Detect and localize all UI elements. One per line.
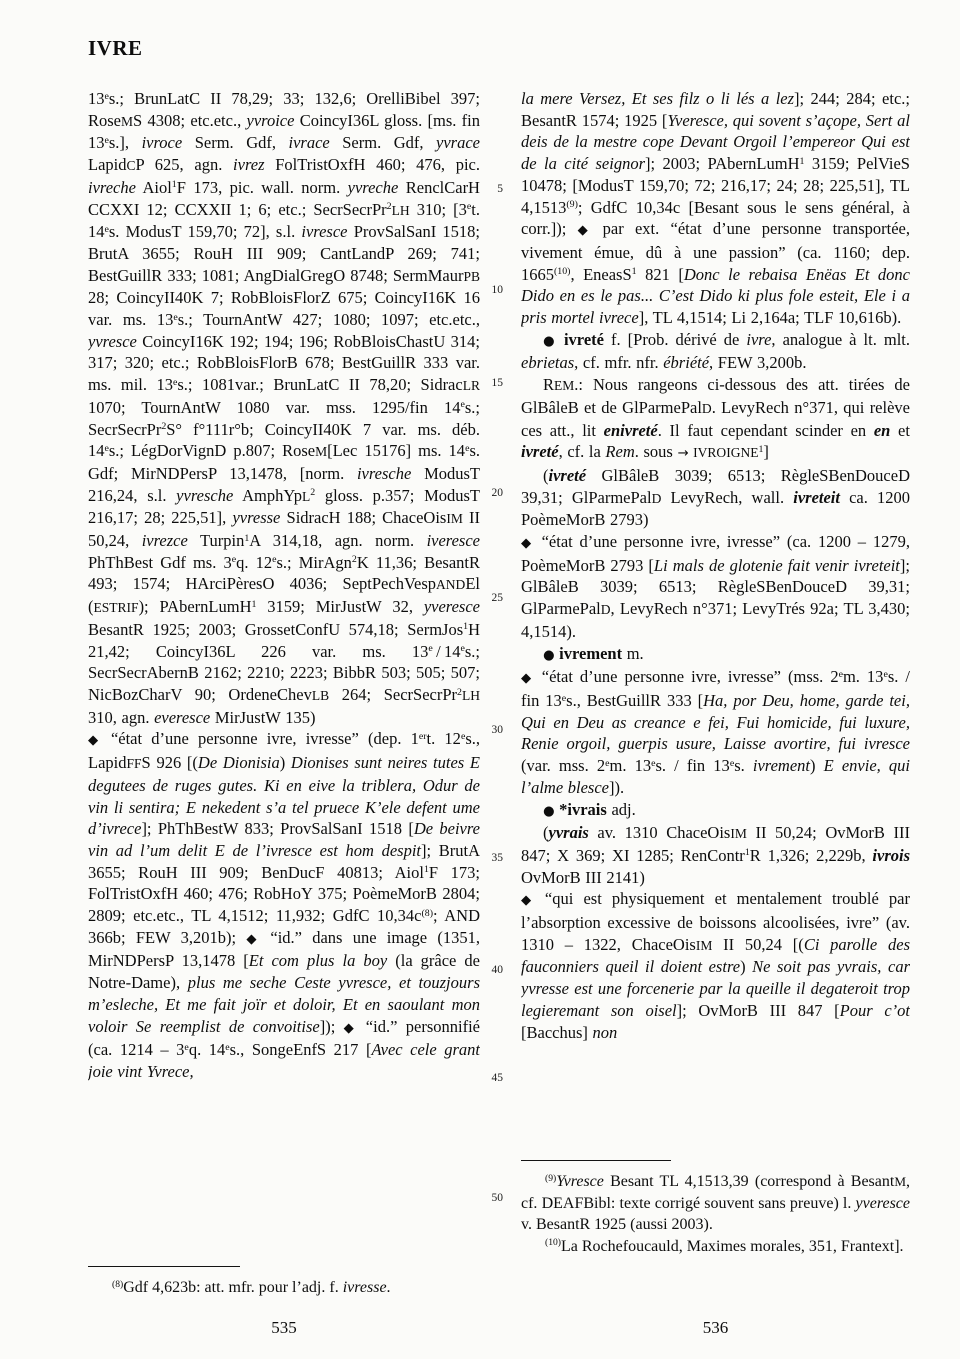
gutter-line-number: 25 — [491, 592, 503, 604]
forms-paragraph-ivrete: (ivreté GlBâleB 3039; 6513; RègleSBenDouceD 39,31; GlParmePalD LevyRech, wall. ivreteit ca. 1200 PoèmeMorB 2793) — [521, 465, 910, 530]
footnote-rule-right — [521, 1160, 671, 1161]
left-column — [88, 88, 480, 1246]
headword-ivrais: ● *ivrais adj. — [543, 799, 636, 819]
gutter-line-number: 40 — [491, 964, 503, 976]
forms-paragraph-ivrais: (yvrais av. 1310 ChaceOisIM II 50,24; OvMorB III 847; X 369; XI 1285; RenContr$^1$R 1,326; 2,229b, ivrois OvMorB III 2141) — [521, 823, 910, 887]
footnote-10: $^{(10)}$La Rochefoucauld, Maximes morales, 351, Frantext]. — [545, 1237, 904, 1255]
column-continuation-paragraph: la mere Versez, Et ses filz o li lés a lez]; 244; 284; etc.; BesantR 1574; 1925 [Yveresce, qui sovent s’açope, Sert al deis de la mestre cope Devant Orgoil l’empereor Qui est de la cité seignor]; 2003; PAbernLumH$^1$ 3159; PelVieS 10478; [ModusT 159,70; 72; 216,17; 24; 28; 225,51], TL 4,1513$^{(9)}$; GdfC 10,34c [Besant sous le sens général, à corr.]); ◆ par ext. “état d’une personne transportée, vivement émue, dû à une passion” (ca. 1160; dep. 1665$^{(10)}$, EneasS$^1$ 821 [Donc le rebaisa Enëas Et donc Dido en es le pas... C’est Dido ki plus fole esteit, Ele i a pris mortel ivrece], TL 4,1514; Li 2,164a; TLF 10,616b). — [521, 89, 910, 328]
footnotes-right — [521, 1171, 910, 1321]
right-column — [521, 88, 910, 1146]
gutter-line-number: 45 — [491, 1072, 503, 1084]
running-head: IVRE — [88, 36, 143, 60]
gutter-line-number: 5 — [497, 183, 503, 195]
gutter-line-number: 50 — [491, 1192, 503, 1204]
footnote-rule-left — [88, 1266, 240, 1267]
sense-paragraph-ivresse: ◆ “état d’une personne ivre, ivresse” (dep. 1ert. 12es., LapidFFS 926 [(De Dionisia) Dionises sunt neires tutes E degutees de ruges gutes. Ki en eive la triblera, Odur de vin li sentira; E nekedent s’a tel pruece K’ele defent ume d’ivrece]; PhThBestW 833; ProvSalSanI 1518 [De beivre vin ad l’um delit E de l’ivresce est hom despit]; BrutA 3655; RouH III 909; BenDucF 40813; Aiol$^1$F 173; FolTristOxfH 460; 476; RobHoY 375; PoèmeMorB 2804; 2809; etc.etc., TL 4,1512; 11,932; GdfC $10,34c^{(8)}$; AND 366b; FEW 3,201b); ◆ “id.” dans une image (1351, MirNDPersP 13,1478 [Et com plus la boy (la grâce de Notre-Dame), plus me seche Ceste yvresce, et touzjours m’esleche, Et me fait joïr et doloir, Et en saoulant mon voloir Se reemplist de convoitise]); ◆ “id.” personnifié (ca. 1214 – 3eq. 14es., SongeEnfS 217 [Avec cele grant joie vint Yvrece, — [88, 729, 480, 1081]
sense-paragraph-ivrete: ◆ “état d’une personne ivre, ivresse” (ca. 1200 – 1279, PoèmeMorB 2793 [Li mals de glotenie fait venir ivreteit]; GlBâleB 3039; 6513; RègleSBenDouceD 39,31; GlParmePalD, LevyRech n°371; LevyTrés 92a; TL 3,430; 4,1514). — [521, 532, 910, 641]
page-number-left: 535 — [271, 1318, 297, 1337]
page-number-right: 536 — [702, 1318, 729, 1337]
gutter-line-number: 30 — [491, 724, 503, 736]
remark-paragraph-ivrete: REM.: Nous rangeons ci-dessous des att. tirées de GlBâleB et de GlParmePalD. LevyRech n°371, qui relève ces att., lit enivreté. Il faut cependant scinder en en et ivreté, cf. la Rem. sous → IVROIGNE$^1$] — [521, 375, 910, 462]
sense-paragraph-ivrement: ◆ “état d’une personne ivre, ivresse” (mss. 2em. 13es. / fin 13es., BestGuillR 333 [Ha, por Deu, home, garde tei, Qui en Deu as creance e fei, Fui homicide, fui luxure, Renie orgoil, guerpis usure, Laisse avortire, fui ivresce (var. mss. 2em. 13es. / fin 13es. ivrement) E envie, qui l’alme blesce]). — [521, 667, 910, 797]
entry-forms-paragraph: 13es.; BrunLatC II 78,29; 33; 132,6; OrelliBibel 397; RoseMS 4308; etc.etc., yvroice CoincyI36L gloss. [ms. fin 13es.], ivroce Serm. Gdf, ivrace Serm. Gdf, yvrace LapidCP 625, agn. ivrez FolTristOxfH 460; 476, pic. ivreche Aiol$^1$F 173, pic. wall. norm. yvreche RenclCarH CCXXI 12; CCXXII 1; 6; etc.; SecrSecrPr$^2$LH 310; [3et. 14es. ModusT 159,70; 72], s.l. ivresce ProvSalSanI 1518; BrutA 3655; RouH III 909; CantLandP 269; 741; BestGuillR 333; 1081; AngDialGregO 8748; SermMaurPB 28; CoincyII40K 7; RobBloisFlorZ 675; CoincyI16K 16 var. ms. 13es.; TournAntW 427; 1080; 1097; etc.etc., yvresce CoincyI16K 192; 194; 196; RobBloisChastU 314; 317; 320; etc.; RobBloisFlorB 678; BestGuillR 333 var. ms. mil. 13es.; 1081var.; BrunLatC II 78,20; SidracLR 1070; TournAntW 1080 var. mss. 1295/fin 14es.; SecrSecrPr$^2$S° f°111r°b; CoincyII40K 7 var. ms. déb. 14es.; LégDorVignD p.807; RoseM[Lec 15176] ms. 14es. Gdf; MirNDPersP 13,1478, [norm. ivresche ModusT 216,24, s.l. yvresche AmphYpL$^2$ gloss. p.357; ModusT 216,17; 28; 225,51], yvresse SidracH 188; ChaceOisIM II 50,24, ivrezce Turpin$^1$A 314,18, agn. norm. iveresce PhThBest Gdf ms. 3eq. 12es.; MirAgn$^2$K 11,36; BesantR 493; 1574; HArciPèresO 4036; SeptPechVespANDEl (ESTRIF); PAbernLumH$^1$ 3159; MirJustW 32, yveresce BesantR 1925; 2003; GrossetConfU 574,18; SermJos$^1$H 21,42; CoincyI36L 226 var. ms. 13e / 14es.; SecrSecrAbernB 2162; 2210; 2223; BibbR 503; 505; 507; NicBozCharV 90; OrdeneChevLB 264; SecrSecrPr$^2$LH 310, agn. everesce MirJustW 135) — [88, 89, 480, 727]
footnote-9: $^{(9)}$Yvresce Besant TL 4,1513,39 (correspond à BesantM, cf. DEAFBibl: texte corrigé souvent sans preuve) l. yveresce v. BesantR 1925 (aussi 2003). — [521, 1172, 910, 1233]
gutter-line-number: 35 — [491, 852, 503, 864]
gutter-line-number: 10 — [491, 284, 503, 296]
gutter-line-number: 15 — [491, 377, 503, 389]
gutter-line-number: 20 — [491, 487, 503, 499]
headword-ivrement: ● ivrement m. — [543, 643, 644, 663]
footnote-8: $^{(8)}$Gdf 4,623b: att. mfr. pour l’adj. f. ivresse. — [112, 1278, 391, 1296]
sense-paragraph-ivrais: ◆ “qui est physiquement et mentalement troublé par l’absorption excessive de boissons alcoolisées, ivre” (av. 1310 – 1322, ChaceOisIM II 50,24 [(Ci parolle des fauconniers queil il doient estre) Ne soit pas yvrais, car yvresse est une forcenerie par la queille il degateroit trop legieremant son oisel]; OvMorB III 847 [Pour c’ot [Bacchus] non — [521, 889, 910, 1042]
headword-ivrete: ● ivreté f. [Prob. dérivé de ivre, analogue à lt. mlt. ebrietas, cf. mfr. nfr. ébriété, FEW 3,200b. — [521, 329, 910, 373]
